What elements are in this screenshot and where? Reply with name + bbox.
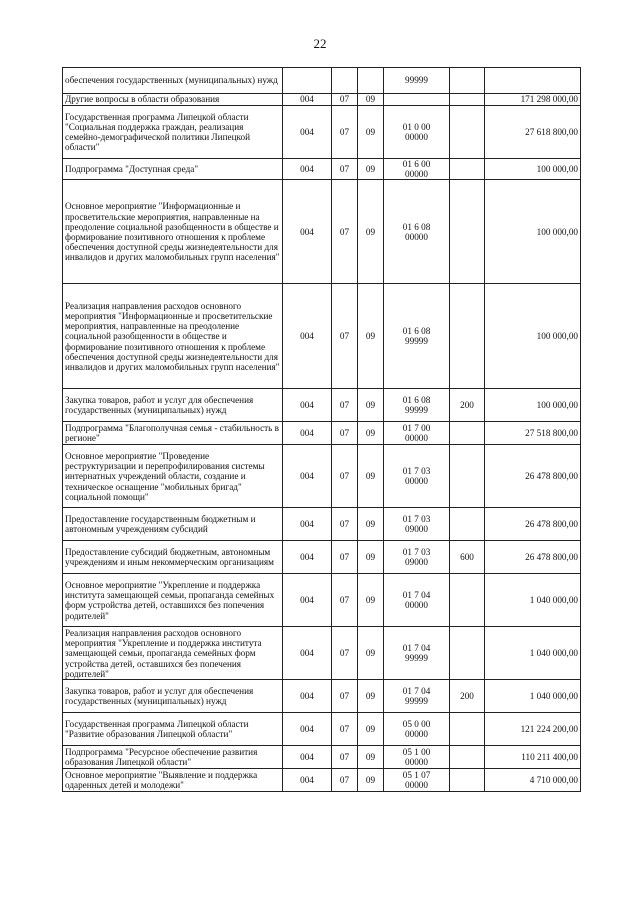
subsection-code-cell: 09 bbox=[358, 159, 384, 180]
amount-cell: 27 618 800,00 bbox=[485, 106, 581, 159]
target-article-code-cell: 05 0 00 00000 bbox=[384, 713, 450, 746]
budget-table bbox=[62, 67, 581, 792]
row-name-cell: Реализация направления расходов основного мероприятия "Информационные и просветительские мероприятия, направленные на преодоление социальной разобщенности в обществе и формирование позитивного отношения к проблеме обеспечения доступной среды жизнедеятельности для инвалидов и других маломобильных групп населения" bbox=[63, 284, 283, 389]
subsection-code-cell: 09 bbox=[358, 541, 384, 574]
row-name-cell: Государственная программа Липецкой области "Развитие образования Липецкой области" bbox=[63, 713, 283, 746]
target-article-code-cell: 01 7 00 00000 bbox=[384, 422, 450, 445]
subsection-code-cell: 09 bbox=[358, 746, 384, 769]
row-name-cell: Реализация направления расходов основного мероприятия "Укрепление и поддержка института замещающей семьи, пропаганда семейных форм устройства детей, оставшихся без попечения родителей" bbox=[63, 627, 283, 680]
amount-cell: 4 710 000,00 bbox=[485, 769, 581, 792]
subsection-code-cell: 09 bbox=[358, 422, 384, 445]
amount-cell: 171 298 000,00 bbox=[485, 94, 581, 106]
target-article-code-cell: 05 1 07 00000 bbox=[384, 769, 450, 792]
expense-type-code-cell: 600 bbox=[450, 541, 485, 574]
ministry-code-cell: 004 bbox=[283, 508, 332, 541]
ministry-code-cell: 004 bbox=[283, 422, 332, 445]
subsection-code-cell: 09 bbox=[358, 106, 384, 159]
target-article-code-cell: 99999 bbox=[384, 68, 450, 94]
expense-type-code-cell bbox=[450, 422, 485, 445]
expense-type-code-cell bbox=[450, 713, 485, 746]
table-row bbox=[63, 445, 581, 508]
ministry-code-cell: 004 bbox=[283, 746, 332, 769]
amount-cell: 27 518 800,00 bbox=[485, 422, 581, 445]
table-row bbox=[63, 284, 581, 389]
subsection-code-cell: 09 bbox=[358, 713, 384, 746]
subsection-code-cell: 09 bbox=[358, 445, 384, 508]
table-row bbox=[63, 680, 581, 713]
section-code-cell: 07 bbox=[332, 769, 358, 792]
section-code-cell: 07 bbox=[332, 94, 358, 106]
expense-type-code-cell bbox=[450, 284, 485, 389]
section-code-cell: 07 bbox=[332, 746, 358, 769]
expense-type-code-cell bbox=[450, 627, 485, 680]
section-code-cell: 07 bbox=[332, 680, 358, 713]
amount-cell: 1 040 000,00 bbox=[485, 627, 581, 680]
target-article-code-cell: 01 6 08 00000 bbox=[384, 180, 450, 284]
amount-cell: 26 478 800,00 bbox=[485, 541, 581, 574]
expense-type-code-cell bbox=[450, 68, 485, 94]
expense-type-code-cell bbox=[450, 746, 485, 769]
target-article-code-cell: 01 6 08 99999 bbox=[384, 284, 450, 389]
row-name-cell: Основное мероприятие "Информационные и просветительские мероприятия, направленные на преодоление социальной разобщенности в обществе и формирование позитивного отношения к проблеме обеспечения доступной среды жизнедеятельности для инвалидов и других маломобильных групп населения" bbox=[63, 180, 283, 284]
amount-cell: 1 040 000,00 bbox=[485, 574, 581, 627]
section-code-cell: 07 bbox=[332, 445, 358, 508]
section-code-cell: 07 bbox=[332, 180, 358, 284]
table-row bbox=[63, 508, 581, 541]
section-code-cell: 07 bbox=[332, 284, 358, 389]
target-article-code-cell: 01 7 04 99999 bbox=[384, 627, 450, 680]
amount-cell: 1 040 000,00 bbox=[485, 680, 581, 713]
target-article-code-cell: 01 7 03 00000 bbox=[384, 445, 450, 508]
amount-cell: 100 000,00 bbox=[485, 180, 581, 284]
expense-type-code-cell bbox=[450, 574, 485, 627]
subsection-code-cell: 09 bbox=[358, 389, 384, 422]
ministry-code-cell: 004 bbox=[283, 627, 332, 680]
amount-cell: 26 478 800,00 bbox=[485, 508, 581, 541]
table-row bbox=[63, 94, 581, 106]
row-name-cell: Предоставление субсидий бюджетным, автономным учреждениям и иным некоммерческим организациям bbox=[63, 541, 283, 574]
amount-cell: 121 224 200,00 bbox=[485, 713, 581, 746]
row-name-cell: Подпрограмма "Благополучная семья - стабильность в регионе" bbox=[63, 422, 283, 445]
amount-cell: 110 211 400,00 bbox=[485, 746, 581, 769]
page-number: 22 bbox=[313, 36, 327, 51]
table-row bbox=[63, 159, 581, 180]
row-name-cell: Другие вопросы в области образования bbox=[63, 94, 283, 106]
ministry-code-cell: 004 bbox=[283, 769, 332, 792]
row-name-cell: Основное мероприятие "Проведение реструктуризации и перепрофилирования системы интернатных учреждений области, создание и техническое оснащение "мобильных бригад" социальной помощи" bbox=[63, 445, 283, 508]
subsection-code-cell: 09 bbox=[358, 574, 384, 627]
amount-cell: 100 000,00 bbox=[485, 159, 581, 180]
row-name-cell: Предоставление государственным бюджетным и автономным учреждениям субсидий bbox=[63, 508, 283, 541]
ministry-code-cell: 004 bbox=[283, 574, 332, 627]
subsection-code-cell: 09 bbox=[358, 627, 384, 680]
target-article-code-cell: 01 7 03 09000 bbox=[384, 508, 450, 541]
subsection-code-cell: 09 bbox=[358, 508, 384, 541]
section-code-cell: 07 bbox=[332, 713, 358, 746]
expense-type-code-cell bbox=[450, 769, 485, 792]
ministry-code-cell: 004 bbox=[283, 713, 332, 746]
ministry-code-cell: 004 bbox=[283, 389, 332, 422]
amount-cell: 26 478 800,00 bbox=[485, 445, 581, 508]
expense-type-code-cell bbox=[450, 445, 485, 508]
row-name-cell: Государственная программа Липецкой области "Социальная поддержка граждан, реализация семейно-демографической политики Липецкой области" bbox=[63, 106, 283, 159]
subsection-code-cell: 09 bbox=[358, 180, 384, 284]
table-row bbox=[63, 746, 581, 769]
target-article-code-cell bbox=[384, 94, 450, 106]
subsection-code-cell: 09 bbox=[358, 680, 384, 713]
subsection-code-cell bbox=[358, 68, 384, 94]
table-row bbox=[63, 389, 581, 422]
target-article-code-cell: 01 7 04 99999 bbox=[384, 680, 450, 713]
expense-type-code-cell bbox=[450, 94, 485, 106]
row-name-cell: Основное мероприятие "Выявление и поддержка одаренных детей и молодежи" bbox=[63, 769, 283, 792]
table-row bbox=[63, 769, 581, 792]
expense-type-code-cell bbox=[450, 106, 485, 159]
subsection-code-cell: 09 bbox=[358, 284, 384, 389]
expense-type-code-cell: 200 bbox=[450, 389, 485, 422]
row-name-cell: Закупка товаров, работ и услуг для обеспечения государственных (муниципальных) нужд bbox=[63, 680, 283, 713]
table-row bbox=[63, 574, 581, 627]
ministry-code-cell: 004 bbox=[283, 445, 332, 508]
ministry-code-cell: 004 bbox=[283, 680, 332, 713]
subsection-code-cell: 09 bbox=[358, 769, 384, 792]
target-article-code-cell: 01 6 00 00000 bbox=[384, 159, 450, 180]
section-code-cell: 07 bbox=[332, 159, 358, 180]
table-row bbox=[63, 180, 581, 284]
expense-type-code-cell bbox=[450, 159, 485, 180]
amount-cell bbox=[485, 68, 581, 94]
target-article-code-cell: 01 7 04 00000 bbox=[384, 574, 450, 627]
row-name-cell: Подпрограмма "Доступная среда" bbox=[63, 159, 283, 180]
row-name-cell: Подпрограмма "Ресурсное обеспечение развития образования Липецкой области" bbox=[63, 746, 283, 769]
section-code-cell bbox=[332, 68, 358, 94]
section-code-cell: 07 bbox=[332, 389, 358, 422]
ministry-code-cell: 004 bbox=[283, 541, 332, 574]
ministry-code-cell bbox=[283, 68, 332, 94]
ministry-code-cell: 004 bbox=[283, 180, 332, 284]
section-code-cell: 07 bbox=[332, 627, 358, 680]
table-row bbox=[63, 627, 581, 680]
expense-type-code-cell bbox=[450, 508, 485, 541]
amount-cell: 100 000,00 bbox=[485, 284, 581, 389]
target-article-code-cell: 05 1 00 00000 bbox=[384, 746, 450, 769]
ministry-code-cell: 004 bbox=[283, 284, 332, 389]
expense-type-code-cell bbox=[450, 180, 485, 284]
table-row bbox=[63, 541, 581, 574]
target-article-code-cell: 01 0 00 00000 bbox=[384, 106, 450, 159]
target-article-code-cell: 01 6 08 99999 bbox=[384, 389, 450, 422]
target-article-code-cell: 01 7 03 09000 bbox=[384, 541, 450, 574]
row-name-cell: Основное мероприятие "Укрепление и поддержка института замещающей семьи, пропаганда семейных форм устройства детей, оставшихся без попечения родителей" bbox=[63, 574, 283, 627]
table-row bbox=[63, 713, 581, 746]
table-row bbox=[63, 68, 581, 94]
subsection-code-cell: 09 bbox=[358, 94, 384, 106]
ministry-code-cell: 004 bbox=[283, 106, 332, 159]
expense-type-code-cell: 200 bbox=[450, 680, 485, 713]
table-row bbox=[63, 106, 581, 159]
ministry-code-cell: 004 bbox=[283, 94, 332, 106]
section-code-cell: 07 bbox=[332, 541, 358, 574]
ministry-code-cell: 004 bbox=[283, 159, 332, 180]
table-row bbox=[63, 422, 581, 445]
section-code-cell: 07 bbox=[332, 574, 358, 627]
amount-cell: 100 000,00 bbox=[485, 389, 581, 422]
row-name-cell: обеспечения государственных (муниципальных) нужд bbox=[63, 68, 283, 94]
section-code-cell: 07 bbox=[332, 508, 358, 541]
section-code-cell: 07 bbox=[332, 106, 358, 159]
section-code-cell: 07 bbox=[332, 422, 358, 445]
row-name-cell: Закупка товаров, работ и услуг для обеспечения государственных (муниципальных) нужд bbox=[63, 389, 283, 422]
